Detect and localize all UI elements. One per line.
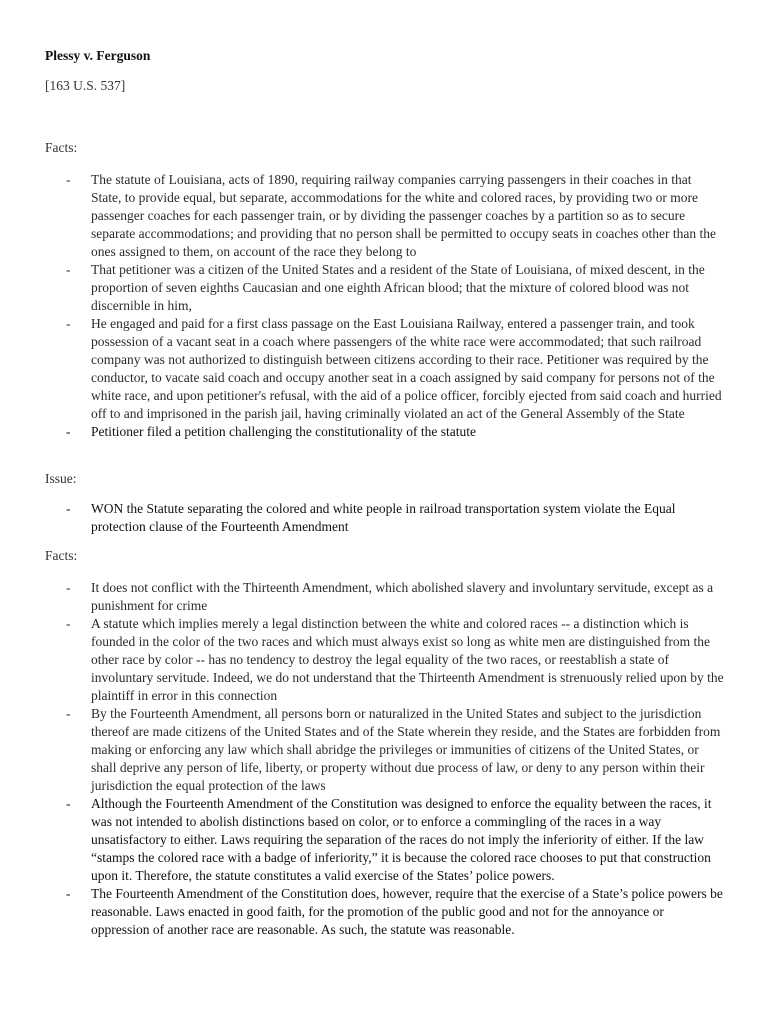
list-item <box>0 315 768 423</box>
list-item-text: The statute of Louisiana, acts of 1890, requiring railway companies carrying passengers in their coaches in that State, to provide equal, but separate, accommodations for the white and colored races, by providing two or more passenger coaches for each passenger train, or by dividing the passenger coaches by a partition so as to secure separate accommodations; and providing that no person shall be permitted to occupy seats in coaches other than the ones assigned to them, on account of the race they belong to <box>91 172 716 259</box>
bullet-dash: - <box>66 172 71 187</box>
list-item-text: It does not conflict with the Thirteenth Amendment, which abolished slavery and involuntary servitude, except as a punishment for crime <box>91 580 714 613</box>
bullet-dash: - <box>66 616 71 631</box>
list-item-text: That petitioner was a citizen of the United States and a resident of the State of Louisiana, of mixed descent, in the proportion of seven eighths Caucasian and one eighth African blood; that the mixture of colored blood was not discernible in him, <box>91 262 705 313</box>
list-item-text: He engaged and paid for a first class passage on the East Louisiana Railway, entered a passenger train, and took possession of a vacant seat in a coach where passengers of the white race were accommodated; that such railroad company was not authorized to distinguish between citizens according to their race. Petitioner was required by the conductor, to vacate said coach and occupy another seat in a coach assigned by said company for persons not of the white race, and upon petitioner's refusal, with the aid of a police officer, forcibly ejected from said coach and hurried off to and imprisoned in the parish jail, having criminally violated an act of the General Assembly of the State <box>91 316 722 421</box>
bullet-dash: - <box>66 262 71 277</box>
list-item <box>0 171 768 261</box>
section-heading-facts-2: Facts: <box>45 548 78 563</box>
list-item-text: Petitioner filed a petition challenging the constitutionality of the statute <box>91 424 477 439</box>
list-item-text: The Fourteenth Amendment of the Constitution does, however, require that the exercise of a State’s police powers be reasonable. Laws enacted in good faith, for the promotion of the public good and not for the annoyance or oppression of another race are reasonable. As such, the statute was reasonable. <box>91 886 723 937</box>
bullet-dash: - <box>66 706 71 721</box>
list-item-text: A statute which implies merely a legal distinction between the white and colored races -- a distinction which is founded in the color of the two races and which must always exist so long as white men are distinguished from the other race by color -- has no tendency to destroy the legal equality of the two races, or reestablish a state of involuntary servitude. Indeed, we do not understand that the Thirteenth Amendment is strenuously relied upon by the plaintiff in error in this connection <box>91 616 724 703</box>
list-item <box>0 500 768 536</box>
bullet-dash: - <box>66 886 71 901</box>
bullet-dash: - <box>66 316 71 331</box>
list-item <box>0 423 768 441</box>
list-item-text: Although the Fourteenth Amendment of the Constitution was designed to enforce the equality between the races, it was not intended to abolish distinctions based on color, or to enforce a commingling of the races in a way unsatisfactory to either. Laws requiring the separation of the races do not imply the inferiority of either. If the law “stamps the colored race with a badge of inferiority,” it is because the colored race chooses to put that construction upon it. Therefore, the statute constitutes a valid exercise of the States’ police powers. <box>91 796 712 883</box>
list-item-text: By the Fourteenth Amendment, all persons born or naturalized in the United States and subject to the jurisdiction thereof are made citizens of the United States and of the State wherein they reside, and the States are forbidden from making or enforcing any law which shall abridge the privileges or immunities of citizens of the United States, or shall deprive any person of life, liberty, or property without due process of law, or deny to any person within their jurisdiction the equal protection of the laws <box>91 706 721 793</box>
case-citation: [163 U.S. 537] <box>45 78 126 93</box>
ruling-list <box>0 579 768 939</box>
document-title: Plessy v. Ferguson <box>45 48 151 63</box>
list-item-text: WON the Statute separating the colored and white people in railroad transportation system violate the Equal protection clause of the Fourteenth Amendment <box>91 501 676 534</box>
section-heading-facts: Facts: <box>45 140 78 155</box>
issue-list <box>0 500 768 536</box>
list-item <box>0 705 768 795</box>
list-item <box>0 579 768 615</box>
list-item <box>0 795 768 885</box>
list-item <box>0 261 768 315</box>
bullet-dash: - <box>66 424 71 439</box>
bullet-dash: - <box>66 501 71 516</box>
bullet-dash: - <box>66 580 71 595</box>
list-item <box>0 885 768 939</box>
list-item <box>0 615 768 705</box>
bullet-dash: - <box>66 796 71 811</box>
facts-list <box>0 171 768 441</box>
section-heading-issue: Issue: <box>45 471 77 486</box>
